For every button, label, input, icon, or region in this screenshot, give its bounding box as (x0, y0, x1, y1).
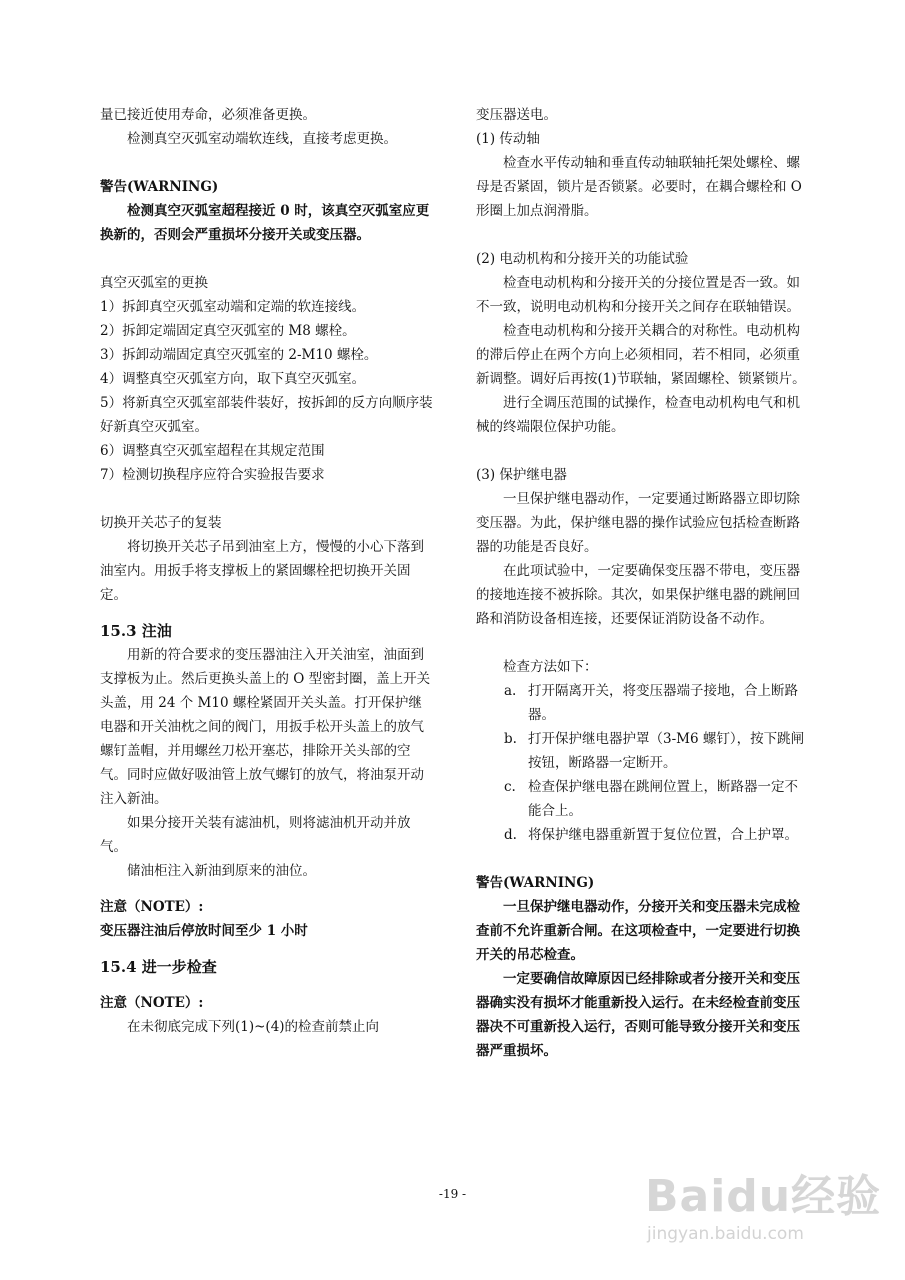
method-item-a (504, 679, 809, 727)
section-15-3-p1: 用新的符合要求的变压器油注入开关油室，油面到支撑板为止。然后更换头盖上的 O 型密封圈，盖上开关头盖，用 24 个 M10 螺栓紧固开关头盖。打开保护继电器和开关油枕之间的阀门，用扳手松开头盖上的放气螺钉盖帽，并用螺丝刀松开塞芯，排除开关头部的空气。同时应做好吸油管上放气螺钉的放气，将油泵开动注入新油。 (100, 647, 431, 807)
section-15-3-title: 15.3 注油 (100, 622, 172, 640)
left-p1: 量已接近使用寿命，必须准备更换。 (100, 107, 316, 123)
method-title: 检查方法如下： (503, 659, 598, 675)
replace-step-3: 3）拆卸动端固定真空灭弧室的 2-M10 螺栓。 (100, 347, 378, 363)
reset-title: 切换开关芯子的复装 (100, 515, 222, 531)
replace-step-5: 5）将新真空灭弧室部装件装好，按拆卸的反方向顺序装好新真空灭弧室。 (100, 395, 433, 435)
method-item-b (504, 727, 809, 775)
note2-title: 注意（NOTE）: (100, 995, 204, 1011)
replace-step-2: 2）拆卸定端固定真空灭弧室的 M8 螺栓。 (100, 323, 356, 339)
baidu-watermark (645, 1160, 895, 1270)
note1-text: 变压器注油后停放时间至少 1 小时 (100, 923, 308, 939)
method-mark-d: d. (504, 827, 517, 843)
replace-title: 真空灭弧室的更换 (100, 275, 208, 291)
warning1-title: 警告(WARNING) (100, 179, 219, 195)
method-text-d: 将保护继电器重新置于复位位置，合上护罩。 (528, 827, 798, 843)
warning2-p2: 一定要确信故障原因已经排除或者分接开关和变压器确实没有损坏才能重新投入运行。在未经检查前变压器决不可重新投入运行，否则可能导致分接开关和变压器严重损坏。 (476, 971, 800, 1059)
method-mark-a: a. (504, 683, 517, 699)
item2-title: (2) 电动机构和分接开关的功能试验 (476, 251, 689, 267)
warning2-p1: 一旦保护继电器动作，分接开关和变压器未完成检查前不允许重新合闸。在这项检查中，一定要进行切换开关的吊芯检查。 (476, 899, 800, 963)
replace-step-4: 4）调整真空灭弧室方向，取下真空灭弧室。 (100, 371, 366, 387)
method-text-b: 打开保护继电器护罩（3-M6 螺钉），按下跳闸按钮，断路器一定断开。 (528, 731, 805, 771)
method-mark-b: b. (504, 731, 517, 747)
method-item-c (504, 775, 809, 823)
section-15-3-p2: 如果分接开关装有滤油机，则将滤油机开动并放气。 (100, 815, 411, 855)
replace-step-6: 6）调整真空灭弧室超程在其规定范围 (100, 443, 325, 459)
item1-title: (1) 传动轴 (476, 131, 540, 147)
item2-p1: 检查电动机构和分接开关的分接位置是否一致。如不一致，说明电动机构和分接开关之间存在联轴错误。 (476, 275, 800, 315)
section-15-3-p3: 储油柜注入新油到原来的油位。 (127, 863, 316, 879)
watermark-logo: Baidu经验 (645, 1171, 882, 1222)
left-column (100, 103, 433, 1039)
right-column (476, 103, 809, 1063)
right-p0: 变压器送电。 (476, 107, 557, 123)
item3-p1: 一旦保护继电器动作，一定要通过断路器立即切除变压器。为此，保护继电器的操作试验应包括检查断路器的功能是否良好。 (476, 491, 800, 555)
method-text-c: 检查保护继电器在跳闸位置上，断路器一定不能合上。 (528, 779, 798, 819)
warning1-text: 检测真空灭弧室超程接近 0 时，该真空灭弧室应更换新的，否则会严重损坏分接开关或变压器。 (100, 203, 430, 243)
method-item-d (504, 823, 809, 847)
left-p2: 检测真空灭弧室动端软连线，直接考虑更换。 (127, 131, 397, 147)
item2-p3: 进行全调压范围的试操作，检查电动机构电气和机械的终端限位保护功能。 (476, 395, 800, 435)
replace-step-7: 7）检测切换程序应符合实验报告要求 (100, 467, 325, 483)
section-15-4-title: 15.4 进一步检查 (100, 958, 217, 976)
item2-p2: 检查电动机构和分接开关耦合的对称性。电动机构的滞后停止在两个方向上必须相同，若不相同，必须重新调整。调好后再按(1)节联轴，紧固螺栓、锁紧锁片。 (476, 323, 806, 387)
warning2-title: 警告(WARNING) (476, 875, 595, 891)
method-mark-c: c. (504, 779, 516, 795)
replace-step-1: 1）拆卸真空灭弧室动端和定端的软连接线。 (100, 299, 366, 315)
watermark-url: jingyan.baidu.com (647, 1224, 804, 1244)
page-number: -19 - (438, 1187, 467, 1201)
item3-title: (3) 保护继电器 (476, 467, 567, 483)
item1-text: 检查水平传动轴和垂直传动轴联轴托架处螺栓、螺母是否紧固，锁片是否锁紧。必要时，在耦合螺栓和 O 形圈上加点润滑脂。 (476, 155, 802, 219)
method-text-a: 打开隔离开关，将变压器端子接地，合上断路器。 (528, 683, 798, 723)
note2-text: 在未彻底完成下列(1)~(4)的检查前禁止向 (127, 1019, 380, 1035)
note1-title: 注意（NOTE）: (100, 899, 204, 915)
reset-text: 将切换开关芯子吊到油室上方，慢慢的小心下落到油室内。用扳手将支撑板上的紧固螺栓把切换开关固定。 (100, 539, 424, 603)
item3-p2: 在此项试验中，一定要确保变压器不带电，变压器的接地连接不被拆除。其次，如果保护继电器的跳闸回路和消防设备相连接，还要保证消防设备不动作。 (476, 563, 800, 627)
